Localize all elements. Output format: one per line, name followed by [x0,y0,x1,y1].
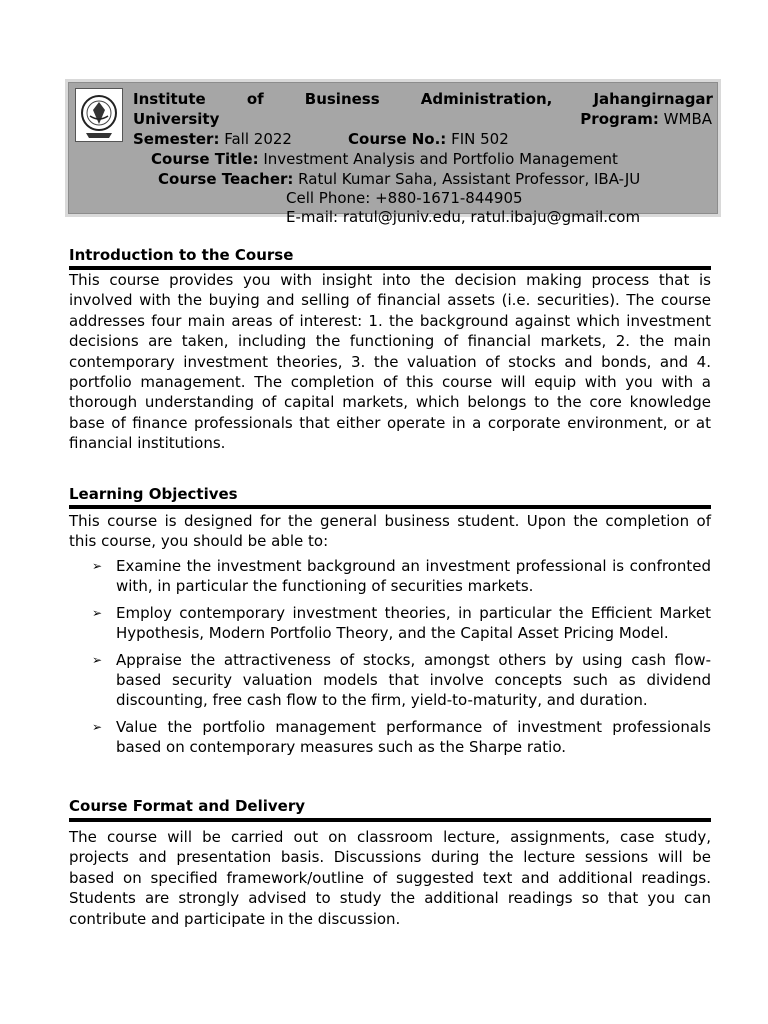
institute-word: Business [304,90,380,108]
course-no-line [348,129,509,149]
email: E-mail: ratul@juniv.edu, ratul.ibaju@gmail.com [286,208,641,226]
list-item [92,650,711,711]
course-title-value: Investment Analysis and Portfolio Management [263,150,618,168]
objective-text: Appraise the attractiveness of stocks, amongst others by using cash flow-based security valuation models that involve concepts such as dividend discounting, free cash flow to the firm, yield-to-maturity, and duration. [116,650,711,710]
institute-word: Jahangirnagar [593,90,713,108]
course-teacher-value: Ratul Kumar Saha, Assistant Professor, IBA-JU [298,170,641,188]
list-item [92,556,711,597]
introduction-paragraph: This course provides you with insight into the decision making process that is involved with the buying and selling of financial assets (i.e. securities). The course addresses four main areas of interest: 1. the background against which investment decisions are taken, including the functioning of financial markets, 2. the main contemporary investment theories, 3. the valuation of stocks and bonds, and 4. portfolio management. The completion of this course will equip with you with a thorough understanding of capital markets, which belongs to the core knowledge base of finance professionals that either operate in a corporate environment, or at financial institutions. [69,271,711,453]
email-line [286,207,640,227]
cell-phone-line [286,188,523,208]
institute-word: Administration, [420,90,553,108]
course-no-label: Course No.: [348,130,447,148]
objective-text: Employ contemporary investment theories, in particular the Efficient Market Hypothesis, Modern Portfolio Theory, and the Capital Asset Pricing Model. [116,603,711,643]
section-title-introduction: Introduction to the Course [69,246,294,264]
program-line [580,109,712,129]
program-value: WMBA [663,110,712,128]
semester-label: Semester: [133,130,220,148]
university-name: University [133,110,220,128]
course-teacher-label: Course Teacher: [158,170,294,188]
course-format-paragraph: The course will be carried out on classroom lecture, assignments, case study, projects and presentation basis. Discussions during the lecture sessions will be based on specified framework/outline of suggested text and additional readings. Students are strongly advised to study the additional readings so that you can contribute and participate in the discussion. [69,828,711,928]
university-logo [75,88,123,142]
semester-value: Fall 2022 [224,130,292,148]
arrow-bullet-icon: ➢ [92,652,103,667]
arrow-bullet-icon: ➢ [92,605,103,620]
course-no-value: FIN 502 [451,130,509,148]
course-title-line [151,149,618,169]
institute-word: Institute [133,90,206,108]
arrow-bullet-icon: ➢ [92,719,103,734]
objective-text: Value the portfolio management performance of investment professionals based on contemporary measures such as the Sharpe ratio. [116,717,711,757]
section-title-course-format: Course Format and Delivery [69,797,305,815]
semester-line [133,129,292,149]
list-item [92,717,711,758]
arrow-bullet-icon: ➢ [92,559,103,573]
list-item [92,603,711,644]
institute-name-line [133,89,713,109]
course-title-label: Course Title: [151,150,259,168]
section-title-learning-objectives: Learning Objectives [69,485,238,503]
cell-phone: Cell Phone: +880-1671-844905 [286,189,523,207]
objective-text: Examine the investment background an investment professional is confronted with, in particular the functioning of securities markets. [116,557,711,596]
program-label: Program: [580,110,659,128]
objectives-intro: This course is designed for the general business student. Upon the completion of this course, you should be able to: [69,512,711,551]
institute-word: of [246,90,264,108]
course-teacher-line [158,169,640,189]
course-header-box [68,82,718,214]
objectives-list [92,556,711,764]
university-line [133,109,219,129]
section-divider [69,505,711,509]
section-divider [69,818,711,822]
